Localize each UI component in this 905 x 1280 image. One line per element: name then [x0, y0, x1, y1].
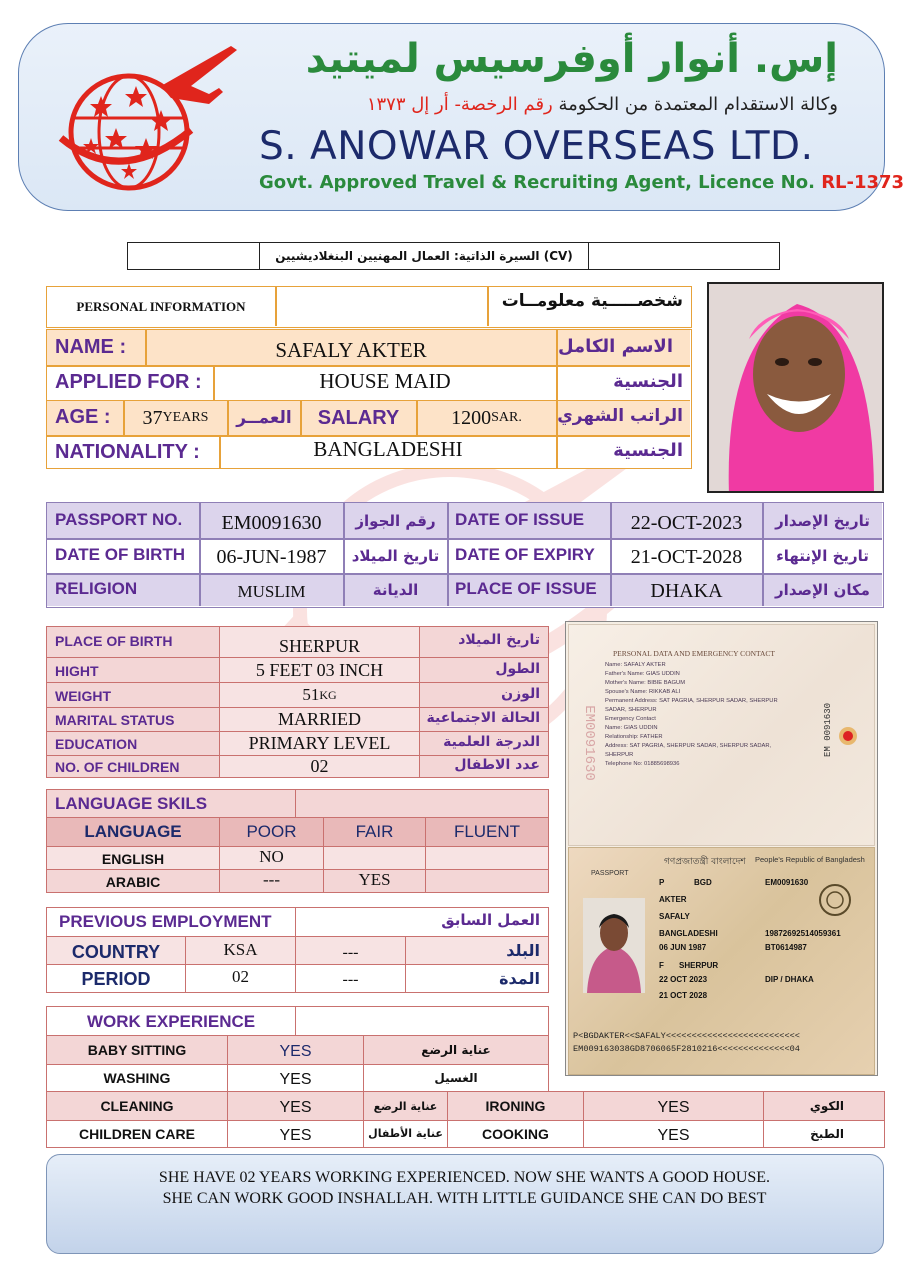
passport-line-3: Mother's Name: BIBIE BAGUM: [605, 680, 686, 686]
passport-type: P: [659, 878, 665, 887]
religion-label: RELIGION: [55, 579, 138, 598]
name-value: SAFALY AKTER: [275, 337, 427, 362]
country-mid: ---: [342, 943, 359, 961]
fluent-header: FLUENT: [453, 822, 521, 841]
place-of-issue-ar: مكان الإصدار: [775, 580, 870, 599]
work-title-bar: [46, 1006, 549, 1036]
passport-line-11: SHERPUR: [605, 752, 634, 758]
mrz-line-1: P<BGDAKTER<<SAFALY<<<<<<<<<<<<<<<<<<<<<<<<<<: [573, 1031, 800, 1041]
passport-no-label: PASSPORT NO.: [55, 510, 183, 529]
place-of-birth-label: PLACE OF BIRTH: [55, 633, 173, 649]
candidate-photo: [707, 282, 884, 493]
baby-sitting-label: BABY SITTING: [87, 1042, 187, 1058]
marital-status-label: MARITAL STATUS: [55, 712, 175, 728]
passport-line-12: Telephone No: 01885698936: [605, 761, 680, 767]
passport-table: [46, 502, 884, 608]
work-table-bottom: [46, 1091, 885, 1148]
marital-status-ar: الحالة الاجتماعية: [426, 710, 540, 726]
age-number: 37: [142, 406, 163, 429]
passport-line-10: Address: SAT PAGRIA, SHERPUR SADAR, SHERPUR SADAR,: [605, 743, 772, 749]
employment-table: [46, 907, 549, 993]
company-name: S. ANOWAR OVERSEAS LTD.: [259, 124, 814, 169]
salary-label: SALARY: [317, 406, 400, 429]
globe-airplane-logo: [41, 38, 241, 198]
dob-ar: تاريخ الميلاد: [351, 547, 440, 565]
dob-value: 06-JUN-1987: [216, 546, 327, 568]
employment-title-ar: العمل السابق: [441, 911, 540, 929]
person-photo-icon: [709, 284, 884, 493]
country-ar: البلد: [506, 941, 540, 960]
age-value: [124, 403, 227, 433]
period-ar: المدة: [499, 969, 540, 988]
passport-nationality: BANGLADESHI: [659, 929, 718, 938]
passport-data-page: [568, 624, 875, 846]
fair-header: FAIR: [355, 822, 394, 841]
religion-ar: الديانة: [372, 580, 419, 599]
cooking-label: COOKING: [482, 1125, 549, 1142]
children-value: 02: [310, 756, 329, 776]
education-value: PRIMARY LEVEL: [248, 733, 391, 753]
issue-date-label: DATE OF ISSUE: [455, 510, 585, 529]
passport-line-4: Spouse's Name: RIKKAB ALI: [605, 689, 681, 695]
ironing-value: YES: [657, 1099, 690, 1116]
salary-unit: SAR.: [491, 410, 522, 425]
employment-title: PREVIOUS EMPLOYMENT: [59, 912, 272, 931]
issue-date-value: 22-OCT-2023: [630, 512, 743, 534]
work-title: WORK EXPERIENCE: [87, 1012, 256, 1031]
passport-country-code: BGD: [694, 878, 712, 887]
expiry-date-ar: تاريخ الإنتهاء: [776, 547, 869, 565]
passport-prev: BT0614987: [765, 943, 807, 952]
marital-status-value: MARRIED: [277, 709, 361, 729]
passport-vertical-number: EM0091630: [580, 705, 597, 781]
passport-line-8: Name: GIAS UDDIN: [605, 725, 658, 731]
personal-info-table: [46, 329, 692, 469]
passport-line-6: SADAR, SHERPUR: [605, 707, 657, 713]
weight-value: [220, 683, 419, 707]
expiry-date-value: 21-OCT-2028: [630, 546, 743, 568]
passport-word: PASSPORT: [591, 870, 629, 877]
passport-line-1: Name: SAFALY AKTER: [605, 662, 666, 668]
nationality-label: NATIONALITY :: [55, 441, 200, 463]
washing-label: WASHING: [103, 1070, 171, 1086]
remarks-line-2: SHE CAN WORK GOOD INSHALLAH. WITH LITTLE GUIDANCE SHE CAN DO BEST: [162, 1190, 767, 1207]
personal-info-title: PERSONAL INFORMATION: [76, 298, 246, 314]
height-ar: الطول: [495, 661, 540, 677]
language-table: [46, 789, 549, 893]
education-label: EDUCATION: [55, 736, 138, 752]
weight-label: WEIGHT: [55, 688, 111, 704]
language-header: LANGUAGE: [84, 822, 182, 841]
passport-line-7: Emergency Contact: [605, 716, 656, 722]
passport-header-bn: গণপ্রজাতন্ত্রী বাংলাদেশ: [664, 857, 746, 867]
passport-header-en: People's Republic of Bangladesh: [755, 855, 865, 864]
religion-value: MUSLIM: [237, 581, 306, 601]
name-label-ar: الاسم الكامل: [557, 336, 673, 357]
company-tagline: [259, 172, 904, 193]
arabic-licence: رقم الرخصة- أر إل ١٣٧٣: [366, 94, 553, 115]
personal-info-title-ar: شخصـــــية معلومــات: [501, 291, 683, 311]
cooking-ar: الطبخ: [810, 1126, 844, 1141]
cleaning-ar: عناية الرضع: [373, 1099, 438, 1113]
height-label: HIGHT: [55, 663, 99, 679]
place-of-birth-ar: تاريخ الميلاد: [458, 632, 540, 648]
passport-line-5: Permanent Address: SAT PAGRIA, SHERPUR SADAR, SHERPUR: [605, 698, 778, 704]
cv-title: السيرة الذاتية: العمال المهنيين البنغلاديشيين (CV): [275, 249, 573, 263]
passport-given-name: SAFALY: [659, 912, 690, 921]
passport-data-title: PERSONAL DATA AND EMERGENCY CONTACT: [613, 649, 776, 658]
children-ar: عدد الاطفال: [454, 757, 540, 773]
mrz-line-2: EM009163038GD8706065F2810216<<<<<<<<<<<<<<04: [573, 1044, 800, 1054]
cleaning-value: YES: [279, 1099, 312, 1116]
place-of-issue-label: PLACE OF ISSUE: [455, 579, 597, 598]
poor-header: POOR: [246, 822, 297, 841]
passport-line-2: Father's Name: GIAS UDDIN: [605, 671, 680, 677]
ironing-ar: الكوي: [809, 1099, 844, 1113]
cleaning-label: CLEANING: [100, 1098, 174, 1114]
passport-surname: AKTER: [659, 895, 687, 904]
children-label: NO. OF CHILDREN: [55, 759, 180, 775]
english-label: ENGLISH: [101, 851, 165, 867]
place-of-birth-value: SHERPUR: [278, 635, 361, 656]
children-care-label: CHILDREN CARE: [79, 1125, 195, 1142]
passport-scan: [565, 621, 878, 1076]
period-label: PERIOD: [81, 969, 151, 989]
applied-value: HOUSE MAID: [319, 368, 451, 393]
arabic-poor: ---: [263, 870, 280, 889]
cv-title-bar: [127, 242, 780, 270]
cooking-value: YES: [657, 1126, 690, 1144]
passport-no-value: EM0091630: [221, 512, 322, 534]
age-label: AGE :: [55, 406, 111, 428]
letterhead: [18, 23, 905, 211]
expiry-date-label: DATE OF EXPIRY: [455, 545, 595, 564]
place-of-issue-value: DHAKA: [650, 580, 723, 602]
country-value: KSA: [223, 940, 258, 959]
children-care-ar: عناية الأطفال: [368, 1127, 443, 1140]
arabic-company-name: إس. أنوار أوفرسيس لميتيد: [305, 36, 838, 82]
weight-unit: KG: [319, 687, 337, 702]
passport-personal-no: 19872692514059361: [765, 929, 841, 938]
baby-sitting-value: YES: [279, 1043, 312, 1060]
passport-line-9: Relationship: FATHER: [605, 734, 663, 740]
remarks-box: [46, 1154, 884, 1254]
passport-issue: 22 OCT 2023: [659, 975, 708, 984]
tagline-text: Govt. Approved Travel & Recruiting Agent, Licence No.: [259, 172, 822, 193]
passport-photo: [583, 898, 645, 993]
passport-bio-page: [568, 847, 875, 1075]
ironing-label: IRONING: [485, 1098, 546, 1114]
english-poor: NO: [259, 847, 284, 866]
washing-value: YES: [279, 1071, 312, 1088]
salary-label-ar: الراتب الشهري: [557, 406, 683, 426]
country-label: COUNTRY: [71, 942, 161, 962]
dob-label: DATE OF BIRTH: [55, 545, 186, 564]
baby-sitting-ar: عناية الرضع: [421, 1043, 491, 1057]
arabic-fluent: [426, 869, 548, 891]
passport-sex: F: [659, 961, 664, 970]
tagline-licence: RL-1373: [821, 172, 905, 193]
weight-ar: الوزن: [501, 686, 540, 702]
nationality-value: BANGLADESHI: [313, 436, 463, 461]
weight-number: 51: [302, 685, 320, 704]
passport-emblem-icon: [817, 882, 853, 918]
passport-dob: 06 JUN 1987: [659, 943, 707, 952]
period-mid: ---: [342, 970, 359, 988]
details-table: [46, 626, 549, 778]
arabic-subtitle: [367, 94, 838, 115]
children-care-value: YES: [279, 1126, 312, 1144]
passport-side-number: EM 0091630: [823, 702, 834, 758]
salary-value: [417, 403, 556, 433]
washing-ar: الغسيل: [434, 1071, 478, 1085]
nationality-label-ar: الجنسية: [613, 440, 683, 461]
name-label: NAME :: [55, 336, 127, 358]
applied-label: APPLIED FOR :: [55, 371, 202, 393]
bangladesh-emblem-icon: [837, 725, 859, 747]
remarks-line-1: SHE HAVE 02 YEARS WORKING EXPERIENCED. NOW SHE WANTS A GOOD HOUSE.: [158, 1169, 771, 1186]
arabic-subtitle-text: وكالة الاستقدام المعتمدة من الحكومة: [558, 94, 838, 115]
period-value: 02: [232, 967, 249, 986]
age-label-ar: العمــر: [236, 408, 292, 428]
passport-expiry: 21 OCT 2028: [659, 991, 708, 1000]
height-value: 5 FEET 03 INCH: [255, 659, 384, 680]
applied-label-ar: الجنسية: [613, 371, 683, 392]
language-title: LANGUAGE SKILS: [55, 794, 208, 813]
salary-number: 1200: [451, 406, 492, 429]
arabic-label: ARABIC: [105, 874, 161, 890]
english-fluent: [426, 846, 548, 868]
passport-number: EM0091630: [765, 878, 809, 887]
passport-place-of-birth: SHERPUR: [679, 961, 719, 970]
issue-date-ar: تاريخ الإصدار: [775, 511, 870, 530]
arabic-fair: YES: [358, 870, 391, 889]
english-fair: [324, 846, 425, 868]
passport-no-ar: رقم الجواز: [355, 511, 436, 530]
passport-authority: DIP / DHAKA: [765, 975, 814, 984]
age-unit: YEARS: [162, 410, 209, 425]
education-ar: الدرجة العلمية: [443, 734, 540, 750]
work-table-top: [46, 1035, 549, 1093]
personal-info-header: [46, 286, 692, 328]
